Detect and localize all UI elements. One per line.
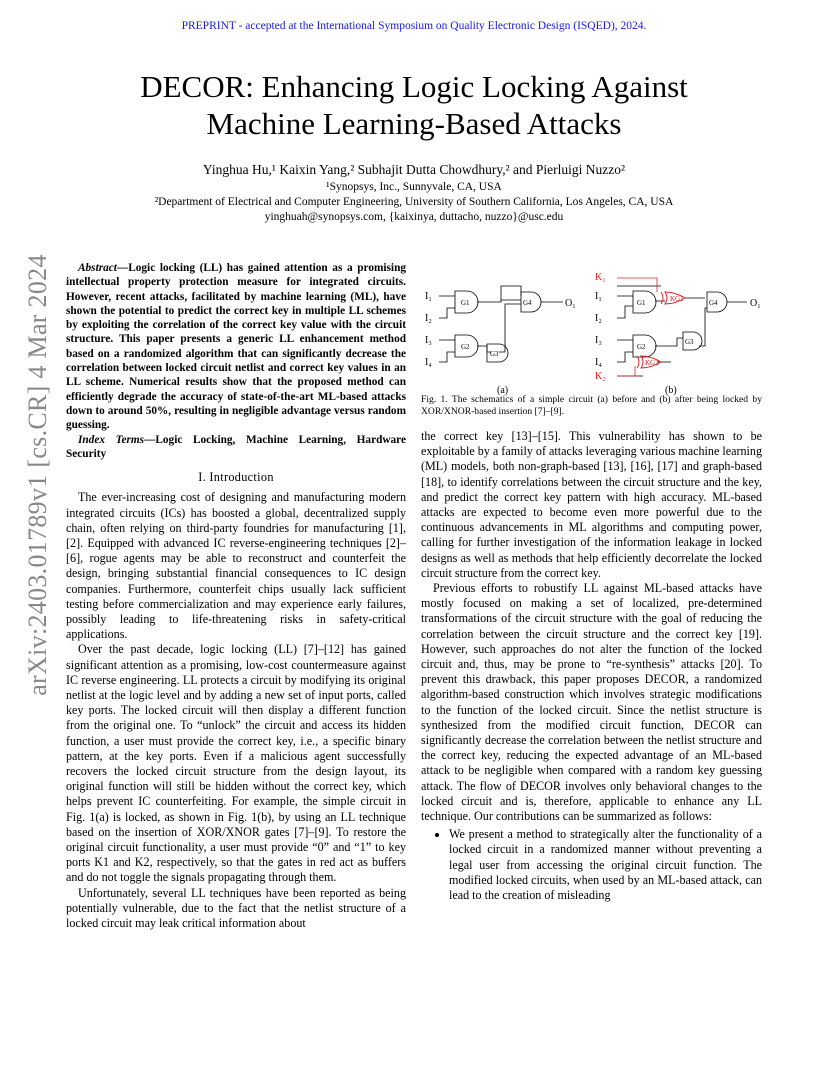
right-column: [421, 429, 762, 903]
section-heading-introduction: I. Introduction: [198, 470, 274, 485]
subfigure-b-label: (b): [665, 385, 677, 396]
gate-label: G3: [490, 350, 499, 358]
subfigure-a-label: (a): [497, 385, 509, 396]
key-gate-label: KG1: [670, 295, 684, 303]
gate-label: G2: [461, 343, 470, 351]
contribution-list: [421, 827, 762, 903]
arxiv-identifier: arXiv:2403.01789v1 [cs.CR] 4 Mar 2024: [23, 254, 52, 696]
input-label: I₃: [595, 335, 602, 346]
author-emails: yinghuah@synopsys.com, {kaixinya, duttacho, nuzzo}@usc.edu: [264, 211, 564, 223]
gate-label: G4: [709, 299, 718, 307]
gate-label: G3: [685, 338, 694, 346]
affiliation-2: ²Department of Electrical and Computer Engineering, University of Southern California, Los Angeles, CA, USA: [154, 196, 674, 208]
figure-1-schematic: [421, 266, 762, 396]
index-terms: [66, 433, 406, 462]
index-terms-label: Index Terms: [78, 433, 145, 446]
abstract-text: —Logic locking (LL) has gained attention as a promising intellectual property protection measure for integrated circuits. However, recent attacks, facilitated by machine learning (ML), have shown the potential to predict the correct key in multiple LL schemes by exploiting the correlation of the correct key value with the circuit structure. This paper presents a generic LL enhancement method based on a randomized algorithm that can significantly decrease the correlation between locked circuit netlist and correct key values in an LL scheme. Numerical results show that the proposed method can efficiently degrade the accuracy of state-of-the-art ML-based attacks down to around 50%, resulting in negligible advantage versus random guessing.: [66, 262, 406, 432]
output-label: O₁: [565, 298, 576, 309]
gate-label: G1: [461, 299, 470, 307]
arxiv-sidebar: [0, 0, 60, 1072]
preprint-notice: PREPRINT - accepted at the International Symposium on Quality Electronic Design (ISQED), 2024.: [181, 20, 647, 32]
index-terms-text: —Logic Locking, Machine Learning, Hardware Security: [66, 433, 407, 460]
intro-paragraph-3: Unfortunately, several LL techniques have been reported as being potentially vulnerable, due to the fact that the netlist structure of a locked circuit may leak critical information about: [66, 885, 406, 931]
left-column: [66, 261, 406, 931]
author-list: Yinghua Hu,¹ Kaixin Yang,² Subhajit Dutta Chowdhury,² and Pierluigi Nuzzo²: [202, 162, 626, 177]
paper-title: [64, 68, 764, 142]
input-label: I₃: [425, 335, 432, 346]
right-paragraph-1: the correct key [13]–[15]. This vulnerability has shown to be exploitable by a family of attacks leveraging various machine learning (ML) models, both non-graph-based [13], [16], [17] and graph-based [18], to identify correlations between the circuit structure and the key, and predict the correct key pattern with high accuracy. ML-based attacks are expected to become even more powerful due to the continuous advancements in ML algorithms and computing power, calling for further investigation of the information leakage in locked designs as well as methods that help efficiently decorrelate the locked circuit structure from the correct key.: [421, 429, 762, 580]
input-label: I₂: [595, 313, 602, 324]
input-label: I₁: [595, 291, 602, 302]
abstract-label: Abstract: [78, 262, 117, 274]
intro-paragraph-1: The ever-increasing cost of designing and manufacturing modern integrated circuits (ICs) has boosted a global, decentralized supply chain, often relying on third-party foundries for manufacturing [1], [2]. Equipped with advanced IC reverse-engineering techniques [2]–[6], rogue agents may be able to reconstruct and counterfeit the design, bringing substantial financial consequences to IC design companies. Furthermore, counterfeit chips usually lack sufficient testing before commercialization and may experience early failures, possibly leading to life-threatening risks in safety-critical applications.: [66, 490, 406, 642]
title-line-1: DECOR: Enhancing Logic Locking Against: [140, 69, 688, 104]
intro-paragraph-2: Over the past decade, logic locking (LL) [7]–[12] has gained significant attention as a promising, low-cost countermeasure against IC reverse engineering. LL protects a circuit by modifying its original netlist at the logic level and by adding a new set of input ports, called key ports. The locked circuit will then display a different function from the original one. To “unlock” the circuit and access its hidden function, a user must provide the correct key, i.e., a specific binary pattern, at the key ports. Even if a malicious agent successfully recovers the locked circuit structure from the design layout, its original function will still be hidden without the correct key, which helps prevent IC counterfeiting. For example, the simple circuit in Fig. 1(a) is locked, as shown in Fig. 1(b), by using an LL technique based on the insertion of XOR/XNOR gates [7]–[9]. To restore the original circuit functionality, a user must provide “0” and “1” to key ports K1 and K2, respectively, so that the gates in red act as buffers and do not toggle the signals propagating through them.: [66, 642, 406, 885]
key-label: K₂: [595, 371, 606, 382]
gate-label: G2: [637, 343, 646, 351]
input-label: I₁: [425, 291, 432, 302]
input-label: I₂: [425, 313, 432, 324]
abstract: [66, 261, 406, 433]
right-paragraph-2: Previous efforts to robustify LL against ML-based attacks have mostly focused on making a set of localized, pre-determined transformations of the circuit structure with the goal of reducing the correlation between the circuit structure and the correct key [19]. However, such approaches do not alter the function of the locked circuit and, thus, may be prone to “re-synthesis” attacks [20]. To prevent this drawback, this paper proposes DECOR, a randomized algorithm-based construction which involves strategic modifications to the function of the locked circuit. Since the netlist structure is synthesized from the modified circuit function, DECOR can significantly decrease the correlation between the netlist structure and the correct key, reducing the expected advantage of an ML-based attack to be negligible when compared with a random key guessing attack. The flow of DECOR involves only behavioral changes to the locked circuit and is, therefore, applicable to enhance any LL technique. Our contributions can be summarized as follows:: [421, 581, 762, 824]
gate-label: G1: [637, 299, 646, 307]
input-label: I₄: [595, 357, 602, 368]
gate-label: G4: [523, 299, 532, 307]
title-line-2: Machine Learning-Based Attacks: [206, 106, 622, 141]
key-gate-label: KG2: [645, 359, 659, 367]
contribution-item: • We present a method to strategically alter the functionality of a locked circuit in a randomized manner without preventing a legal user from accessing the original circuit function. The modified locked circuits, when used by an ML-based attack, can lead to the creation of misleading: [449, 827, 762, 903]
output-label: O₁: [750, 298, 761, 309]
input-label: I₄: [425, 357, 432, 368]
affiliation-1: ¹Synopsys, Inc., Sunnyvale, CA, USA: [326, 181, 502, 193]
key-label: K₁: [595, 272, 606, 283]
figure-caption: Fig. 1. The schematics of a simple circuit (a) before and (b) after being locked by XOR/XNOR-based insertion [7]–[9].: [421, 394, 762, 417]
